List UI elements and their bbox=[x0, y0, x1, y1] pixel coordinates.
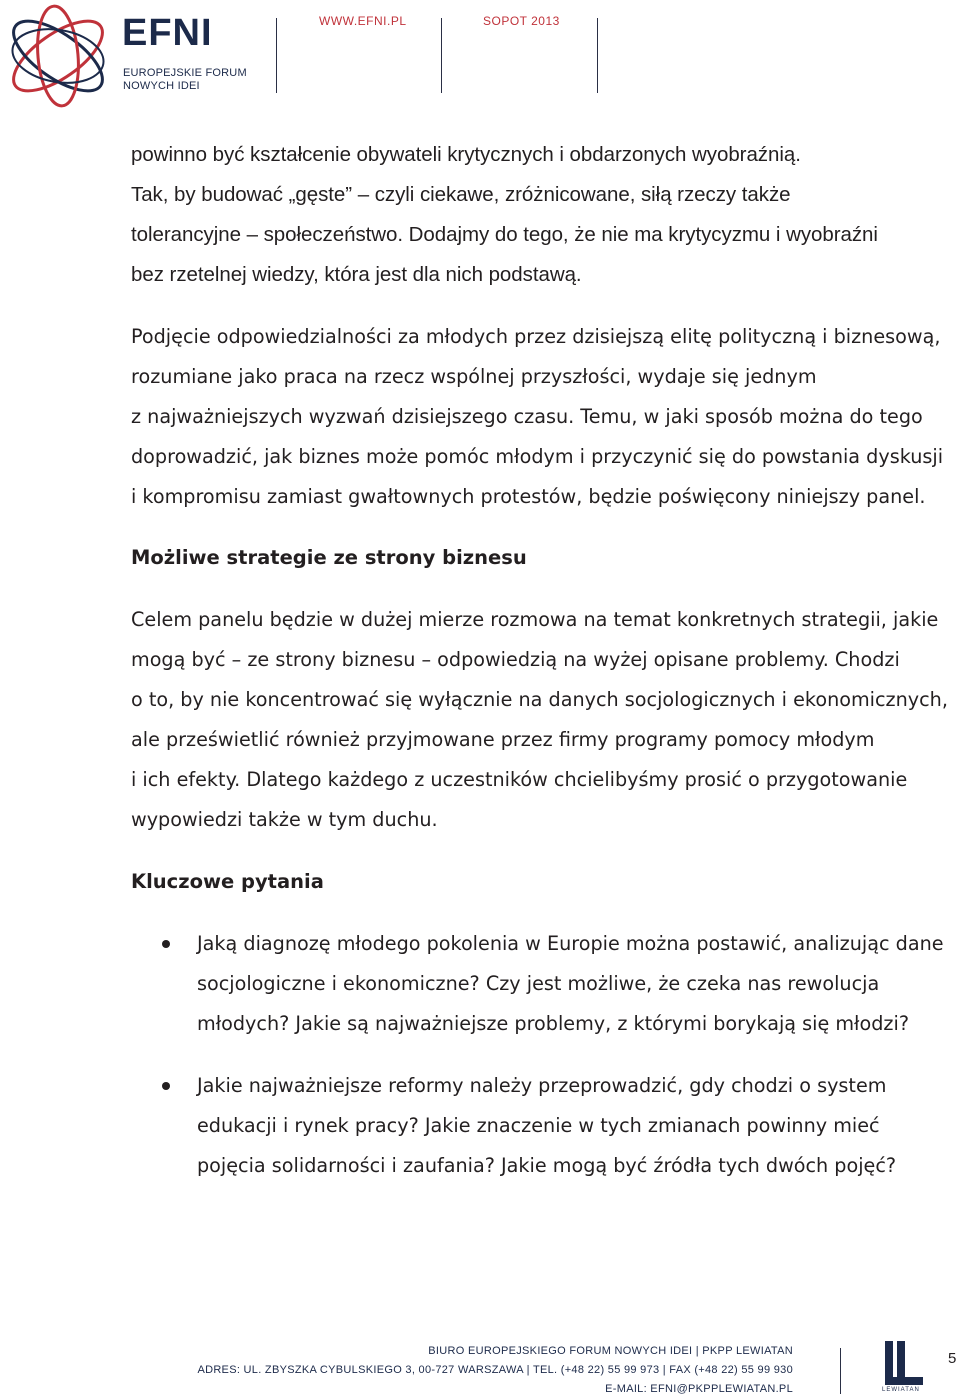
text-line: Jaką diagnozę młodego pokolenia w Europie można postawić, analizując dane bbox=[197, 932, 944, 955]
paragraph-intro bbox=[131, 135, 956, 295]
text-line: mogą być – ze strony biznesu – odpowiedzią na wyżej opisane problemy. Chodzi bbox=[131, 648, 900, 672]
paragraph-responsibility bbox=[131, 317, 956, 517]
header-event: SOPOT 2013 bbox=[483, 14, 560, 28]
text-line: z najważniejszych wyzwań dzisiejszego czasu. Temu, w jaki sposób można do tego bbox=[131, 405, 923, 429]
footer-address: ADRES: UL. ZBYSZKA CYBULSKIEGO 3, 00-727 WARSZAWA | TEL. (+48 22) 55 99 973 | FAX (+48 22) 55 99 930 bbox=[197, 1364, 793, 1376]
text-line: socjologiczne i ekonomiczne? Czy jest możliwe, że czeka nas rewolucja bbox=[197, 972, 880, 996]
text-line: powinno być kształcenie obywateli krytycznych i obdarzonych wyobraźnią. bbox=[131, 143, 801, 166]
text-line: młodych? Jakie są najważniejsze problemy, z którymi borykają się młodzi? bbox=[197, 1012, 910, 1036]
logo-subtitle bbox=[123, 67, 273, 93]
text-line: bez rzetelnej wiedzy, która jest dla nich podstawą. bbox=[131, 263, 582, 287]
text-line: tolerancyjne – społeczeństwo. Dodajmy do tego, że nie ma krytycyzmu i wyobraźni bbox=[131, 223, 878, 247]
header-website[interactable]: WWW.EFNI.PL bbox=[319, 14, 407, 28]
list-item bbox=[197, 924, 957, 1044]
efni-logo-icon bbox=[2, 2, 114, 110]
text-line: doprowadzić, jak biznes może pomóc młodym i przyczynić się do powstania dyskusji bbox=[131, 445, 944, 469]
text-line: i kompromisu zamiast gwałtownych protestów, będzie poświęcony niniejszy panel. bbox=[131, 485, 926, 509]
paragraph-strategies bbox=[131, 600, 956, 841]
footer-divider bbox=[840, 1348, 841, 1394]
section-heading-questions: Kluczowe pytania bbox=[131, 870, 324, 893]
lewiatan-logo-icon bbox=[879, 1337, 929, 1393]
logo-subtitle-line2: NOWYCH IDEI bbox=[123, 80, 200, 92]
lewiatan-brand-text: LEWIATAN bbox=[882, 1387, 920, 1393]
text-line: Celem panelu będzie w dużej mierze rozmowa na temat konkretnych strategii, jakie bbox=[131, 608, 939, 631]
logo-subtitle-line1: EUROPEJSKIE FORUM bbox=[123, 67, 247, 79]
text-line: rozumiane jako praca na rzecz wspólnej przyszłości, wydaje się jednym bbox=[131, 365, 817, 389]
text-line: wypowiedzi także w tym duchu. bbox=[131, 808, 438, 832]
list-item bbox=[197, 1066, 957, 1186]
page-number: 5 bbox=[948, 1350, 957, 1367]
text-line: edukacji i rynek pracy? Jakie znaczenie w tych zmianach powinny mieć bbox=[197, 1114, 880, 1138]
bullet-icon bbox=[162, 940, 170, 948]
text-line: o to, by nie koncentrować się wyłącznie na danych socjologicznych i ekonomicznych, bbox=[131, 688, 948, 712]
bullet-icon bbox=[162, 1082, 170, 1090]
text-line: i ich efekty. Dlatego każdego z uczestników chcielibyśmy prosić o przygotowanie bbox=[131, 768, 908, 792]
header-divider bbox=[441, 18, 442, 93]
header-divider bbox=[276, 18, 277, 93]
logo-title: EFNI bbox=[122, 12, 213, 54]
text-line: Tak, by budować „gęste” – czyli ciekawe, zróżnicowane, siłą rzeczy także bbox=[131, 183, 791, 207]
text-line: Jakie najważniejsze reformy należy przeprowadzić, gdy chodzi o system bbox=[197, 1074, 887, 1097]
header-divider bbox=[597, 18, 598, 93]
footer-email[interactable]: E-MAIL: EFNI@PKPPLEWIATAN.PL bbox=[605, 1383, 793, 1395]
text-line: Podjęcie odpowiedzialności za młodych przez dzisiejszą elitę polityczną i biznesową, bbox=[131, 325, 941, 348]
text-line: pojęcia solidarności i zaufania? Jakie mogą być źródła tych dwóch pojęć? bbox=[197, 1154, 897, 1178]
text-line: ale prześwietlić również przyjmowane przez firmy programy pomocy młodym bbox=[131, 728, 875, 752]
section-heading-strategies: Możliwe strategie ze strony biznesu bbox=[131, 546, 527, 569]
footer-office: BIURO EUROPEJSKIEGO FORUM NOWYCH IDEI | PKPP LEWIATAN bbox=[428, 1345, 793, 1357]
